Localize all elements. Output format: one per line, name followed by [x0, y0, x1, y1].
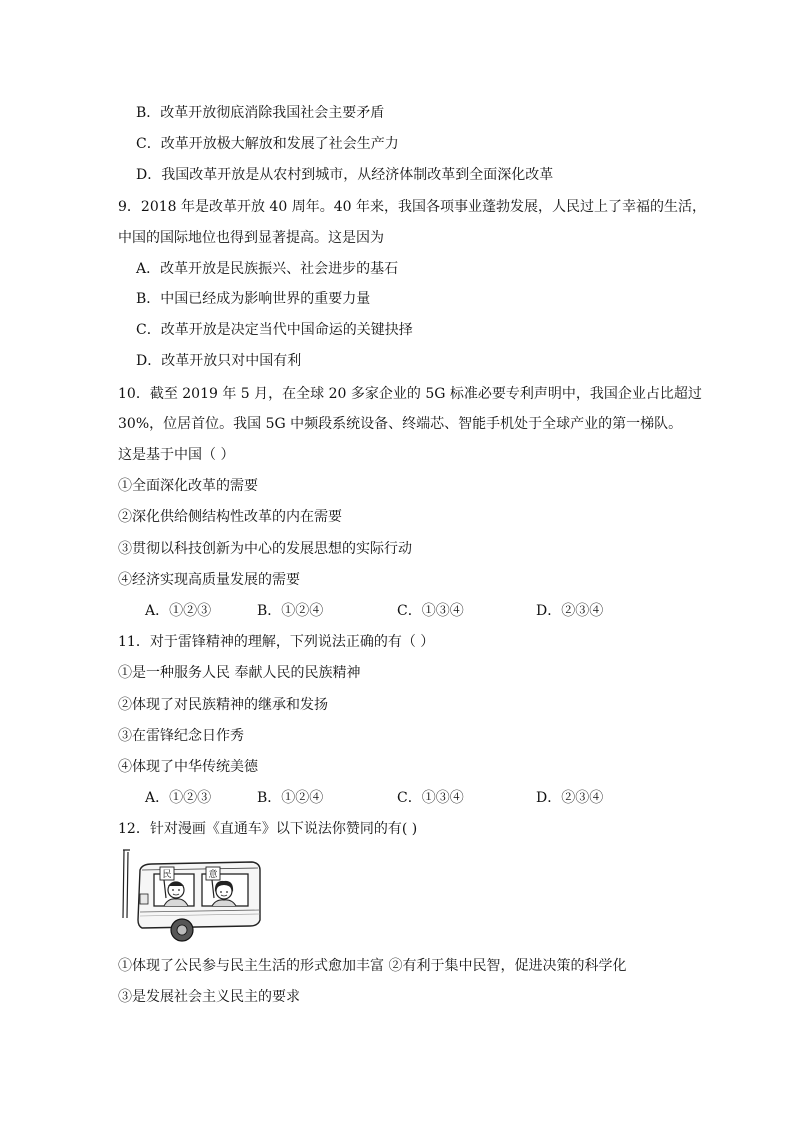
q9-option-c: C．改革开放是决定当代中国命运的关键抉择 — [136, 322, 413, 338]
q10-item-1: ①全面深化改革的需要 — [118, 478, 258, 494]
q9-stem-line2: 中国的国际地位也得到显著提高。这是因为 — [118, 230, 384, 246]
q9-option-a: A．改革开放是民族振兴、社会进步的基石 — [136, 261, 399, 277]
q11-choice-d: D．②③④ — [536, 790, 604, 806]
q11-stem: 11．对于雷锋精神的理解，下列说法正确的有（ ） — [118, 634, 435, 650]
q11-choice-c: C．①③④ — [397, 790, 464, 806]
q10-choice-c: C．①③④ — [397, 603, 464, 619]
sign-yi: 意 — [208, 870, 218, 880]
q8-option-c: C．改革开放极大解放和发展了社会生产力 — [136, 136, 399, 152]
q10-choice-b: B．①②④ — [257, 603, 324, 619]
sign-min: 民 — [162, 870, 172, 880]
q11-item-2: ②体现了对民族精神的继承和发扬 — [118, 697, 328, 713]
q9-stem-line1: 9．2018 年是改革开放 40 周年。40 年来，我国各项事业蓬勃发展，人民过上了幸福的生活， — [118, 199, 706, 215]
q10-item-4: ④经济实现高质量发展的需要 — [118, 572, 300, 588]
q10-stem-line2: 30%，位居首位。我国 5G 中频段系统设备、终端芯、智能手机处于全球产业的第一梯队。 — [118, 416, 683, 432]
q8-option-d: D．我国改革开放是从农村到城市，从经济体制改革到全面深化改革 — [136, 167, 554, 183]
q10-stem-line3: 这是基于中国（ ） — [118, 447, 235, 463]
q11-choice-b: B．①②④ — [257, 790, 324, 806]
q10-choices — [145, 602, 665, 620]
q10-stem-line1: 10．截至 2019 年 5 月，在全球 20 多家企业的 5G 标准必要专利声明中，我国企业占比超过 — [118, 386, 702, 402]
q10-item-2: ②深化供给侧结构性改革的内在需要 — [118, 509, 342, 525]
cartoon-direct-bus — [120, 848, 262, 942]
q12-items-1-2: ①体现了公民参与民主生活的形式愈加丰富 ②有利于集中民智，促进决策的科学化 — [118, 958, 627, 974]
q9-option-b: B．中国已经成为影响世界的重要力量 — [136, 291, 371, 307]
q10-choice-a: A．①②③ — [145, 603, 212, 619]
q10-item-3: ③贯彻以科技创新为中心的发展思想的实际行动 — [118, 541, 412, 557]
bus-illustration — [120, 848, 262, 942]
q9-option-d: D．改革开放只对中国有利 — [136, 353, 302, 369]
q11-item-3: ③在雷锋纪念日作秀 — [118, 728, 244, 744]
q12-stem: 12．针对漫画《直通车》以下说法你赞同的有( ) — [118, 821, 418, 837]
q8-option-b: B．改革开放彻底消除我国社会主要矛盾 — [136, 105, 385, 121]
q11-item-1: ①是一种服务人民 奉献人民的民族精神 — [118, 665, 361, 681]
q10-choice-d: D．②③④ — [536, 603, 604, 619]
q11-choices — [145, 789, 665, 807]
q11-choice-a: A．①②③ — [145, 790, 212, 806]
q11-item-4: ④体现了中华传统美德 — [118, 759, 258, 775]
q12-item-3: ③是发展社会主义民主的要求 — [118, 989, 300, 1005]
